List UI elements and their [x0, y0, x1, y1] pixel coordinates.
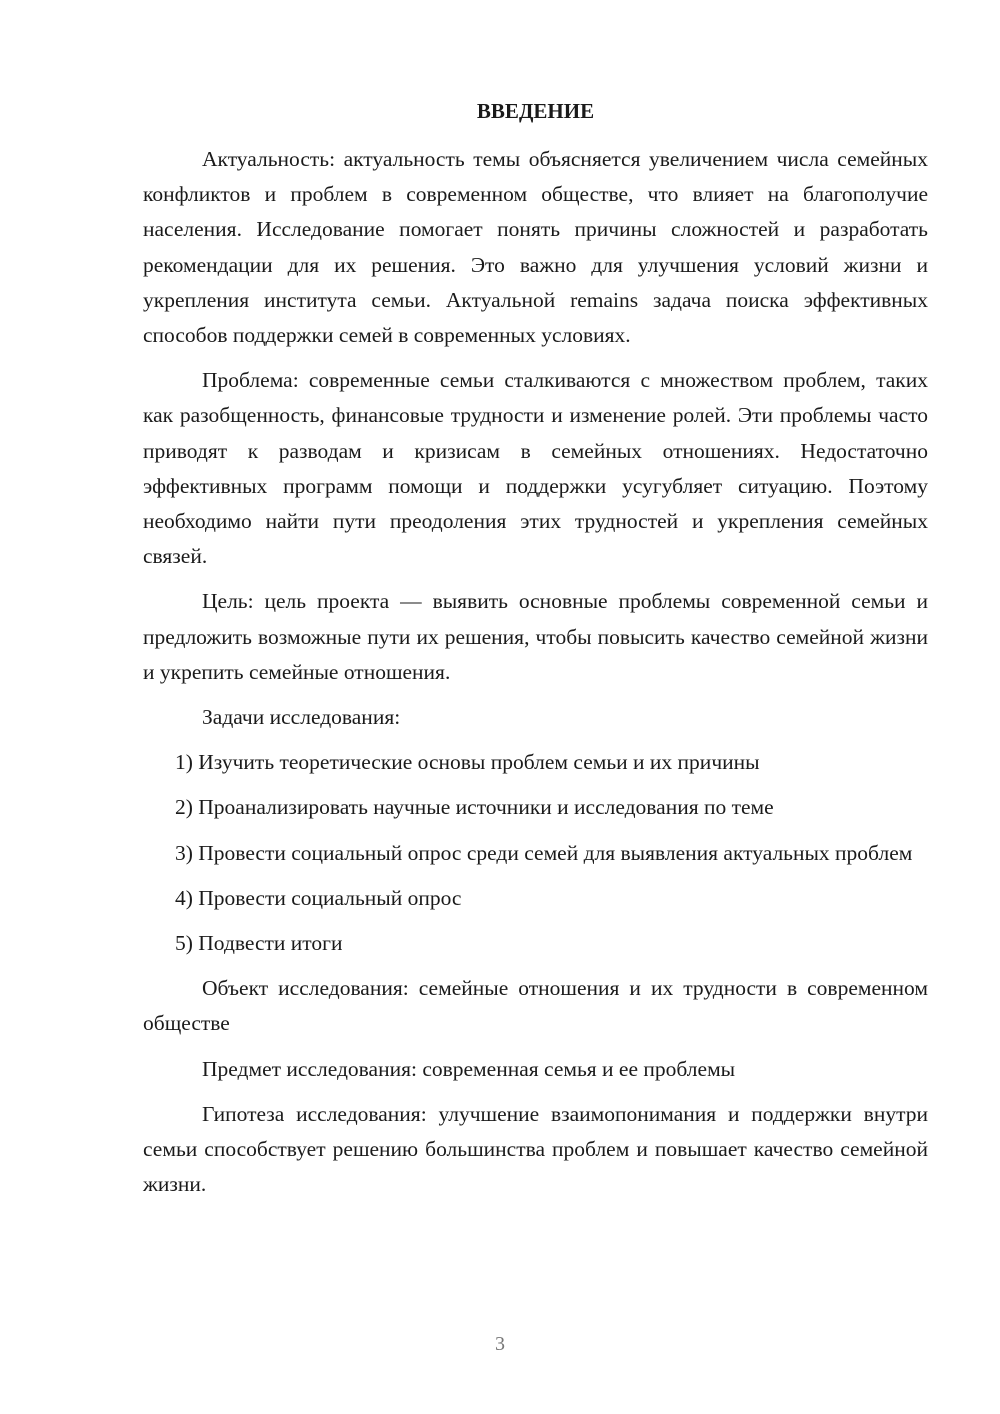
task-item-4: 4) Провести социальный опрос — [175, 885, 462, 910]
tasks-heading: Задачи исследования: — [202, 705, 401, 730]
paragraph-relevance: Актуальность: актуальность темы объясняется увеличением числа семейных конфликтов и проблем в современном обществе, что влияет на благополучие населения. Исследование помогает понять причины сложностей и разработать рекомендации для их решения. Это важно для улучшения условий жизни и укрепления института семьи. Актуальной remains задача поиска эффективных способов поддержки семей в современных условиях. — [143, 147, 928, 348]
task-item-3: 3) Провести социальный опрос среди семей для выявления актуальных проблем — [175, 840, 913, 865]
task-item-5: 5) Подвести итоги — [175, 931, 343, 956]
paragraph-problem: Проблема: современные семьи сталкиваются с множеством проблем, таких как разобщенность, финансовые трудности и изменение ролей. Эти проблемы часто приводят к разводам и кризисам в семейных отношениях. Недостаточно эффективных программ помощи и поддержки усугубляет ситуацию. Поэтому необходимо найти пути преодоления этих трудностей и укрепления семейных связей. — [143, 368, 928, 569]
paragraph-hypothesis: Гипотеза исследования: улучшение взаимопонимания и поддержки внутри семьи способствует решению большинства проблем и повышает качество семейной жизни. — [143, 1101, 928, 1197]
page-number: 3 — [495, 1333, 505, 1355]
task-item-1: 1) Изучить теоретические основы проблем семьи и их причины — [175, 750, 760, 775]
paragraph-goal: Цель: цель проекта — выявить основные проблемы современной семьи и предложить возможные пути их решения, чтобы повысить качество семейной жизни и укрепить семейные отношения. — [143, 589, 928, 684]
task-item-2: 2) Проанализировать научные источники и исследования по теме — [175, 795, 774, 820]
paragraph-object: Объект исследования: семейные отношения и их трудности в современном обществе — [143, 976, 928, 1036]
document-body — [143, 142, 928, 1212]
paragraph-subject: Предмет исследования: современная семья и ее проблемы — [202, 1056, 736, 1081]
page-title: ВВЕДЕНИЕ — [476, 99, 595, 123]
